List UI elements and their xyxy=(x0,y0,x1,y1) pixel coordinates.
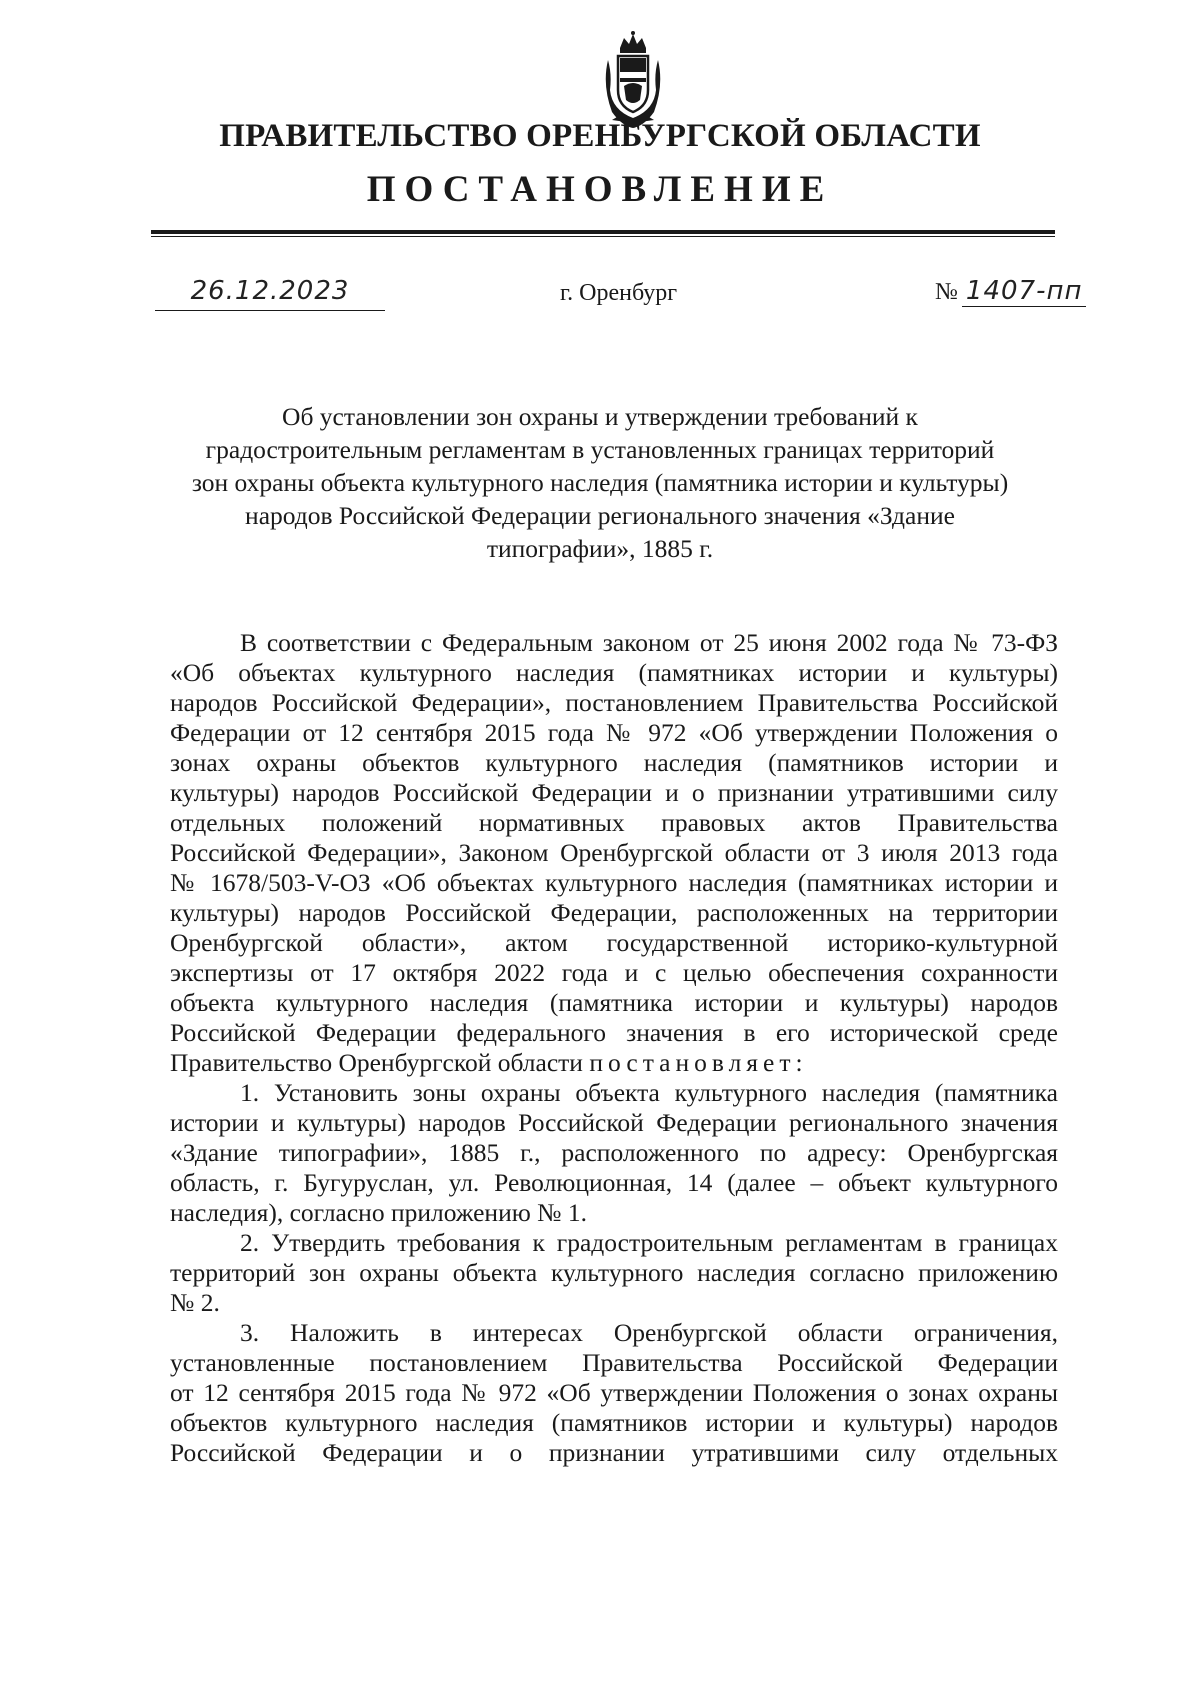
text-line xyxy=(170,1048,1058,1078)
text-line: Федерации от 12 сентября 2015 года № 972 «Об утверждении Положения о xyxy=(170,718,1058,747)
text-line: территорий зон охраны объекта культурного наследия согласно приложению xyxy=(170,1258,1058,1287)
preamble-closing-text: Правительство Оренбургской области xyxy=(170,1048,590,1077)
text-line: область, г. Бугуруслан, ул. Революционная, 14 (далее – объект культурного xyxy=(170,1168,1058,1197)
oblast-coat-of-arms-icon xyxy=(598,30,668,130)
subject-line: Об установлении зон охраны и утверждении требований к xyxy=(282,402,918,431)
text-line: объекта культурного наследия (памятника истории и культуры) народов xyxy=(170,988,1058,1017)
text-line: экспертизы от 17 октября 2022 года и с целью обеспечения сохранности xyxy=(170,958,1058,987)
text-line: народов Российской Федерации», постановлением Правительства Российской xyxy=(170,688,1058,717)
text-line: 3. Наложить в интересах Оренбургской области ограничения, xyxy=(240,1318,1058,1347)
text-line: культуры) народов Российской Федерации и о признании утратившими силу xyxy=(170,778,1058,807)
text-line: № 1678/503-V-ОЗ «Об объектах культурного наследия (памятниках истории и xyxy=(170,868,1058,897)
document-date-field xyxy=(155,276,385,311)
document-type-title: ПОСТАНОВЛЕНИЕ xyxy=(366,169,834,210)
text-line: объектов культурного наследия (памятников истории и культуры) народов xyxy=(170,1408,1058,1437)
subject-line: типографии», 1885 г. xyxy=(486,534,714,563)
item-2-paragraph xyxy=(170,1228,1058,1318)
text-line: культуры) народов Российской Федерации, расположенных на территории xyxy=(170,898,1058,927)
text-line: № 2. xyxy=(170,1288,220,1317)
text-line: истории и культуры) народов Российской Федерации регионального значения xyxy=(170,1108,1058,1137)
text-line: Российской Федерации», Законом Оренбургской области от 3 июля 2013 года xyxy=(170,838,1058,867)
preamble-paragraph xyxy=(170,628,1058,1078)
text-line: Российской Федерации федерального значения в его исторической среде xyxy=(170,1018,1058,1047)
text-line: Оренбургской области», актом государственной историко-культурной xyxy=(170,928,1058,957)
number-sign: № xyxy=(935,279,958,305)
header-divider-thick xyxy=(151,230,1055,234)
text-line: установленные постановлением Правительства Российской Федерации xyxy=(170,1348,1058,1377)
document-body xyxy=(170,628,1058,1468)
document-city: г. Оренбург xyxy=(560,280,678,306)
item-1-paragraph xyxy=(170,1078,1058,1228)
preamble-colon: : xyxy=(795,1048,803,1077)
resolves-word: постановляет xyxy=(589,1048,796,1077)
subject-line: народов Российской Федерации регионального значения «Здание xyxy=(245,501,955,530)
header-divider-thin xyxy=(151,236,1055,237)
text-line: В соответствии с Федеральным законом от 25 июня 2002 года № 73-ФЗ xyxy=(240,628,1058,657)
text-line: от 12 сентября 2015 года № 972 «Об утверждении Положения о зонах охраны xyxy=(170,1378,1058,1407)
document-number: 1407-пп xyxy=(962,276,1087,307)
text-line: наследия), согласно приложению № 1. xyxy=(170,1198,587,1227)
document-date: 26.12.2023 xyxy=(190,276,350,306)
text-line: «Здание типографии», 1885 г., расположенного по адресу: Оренбургская xyxy=(170,1138,1058,1167)
text-line: Российской Федерации и о признании утратившими силу отдельных xyxy=(170,1438,1058,1467)
text-line: зонах охраны объектов культурного наследия (памятников истории и xyxy=(170,748,1058,777)
item-3-paragraph xyxy=(170,1318,1058,1468)
text-line: 2. Утвердить требования к градостроительным регламентам в границах xyxy=(240,1228,1058,1257)
subject-line: зон охраны объекта культурного наследия (памятника истории и культуры) xyxy=(191,468,1009,497)
document-number-field xyxy=(935,276,1086,307)
document-subject xyxy=(170,400,1030,565)
organization-title: ПРАВИТЕЛЬСТВО ОРЕНБУРГСКОЙ ОБЛАСТИ xyxy=(219,118,981,154)
text-line: 1. Установить зоны охраны объекта культурного наследия (памятника xyxy=(240,1078,1058,1107)
subject-line: градостроительным регламентам в установленных границах территорий xyxy=(205,435,995,464)
text-line: отдельных положений нормативных правовых актов Правительства xyxy=(170,808,1058,837)
text-line: «Об объектах культурного наследия (памятниках истории и культуры) xyxy=(170,658,1058,687)
